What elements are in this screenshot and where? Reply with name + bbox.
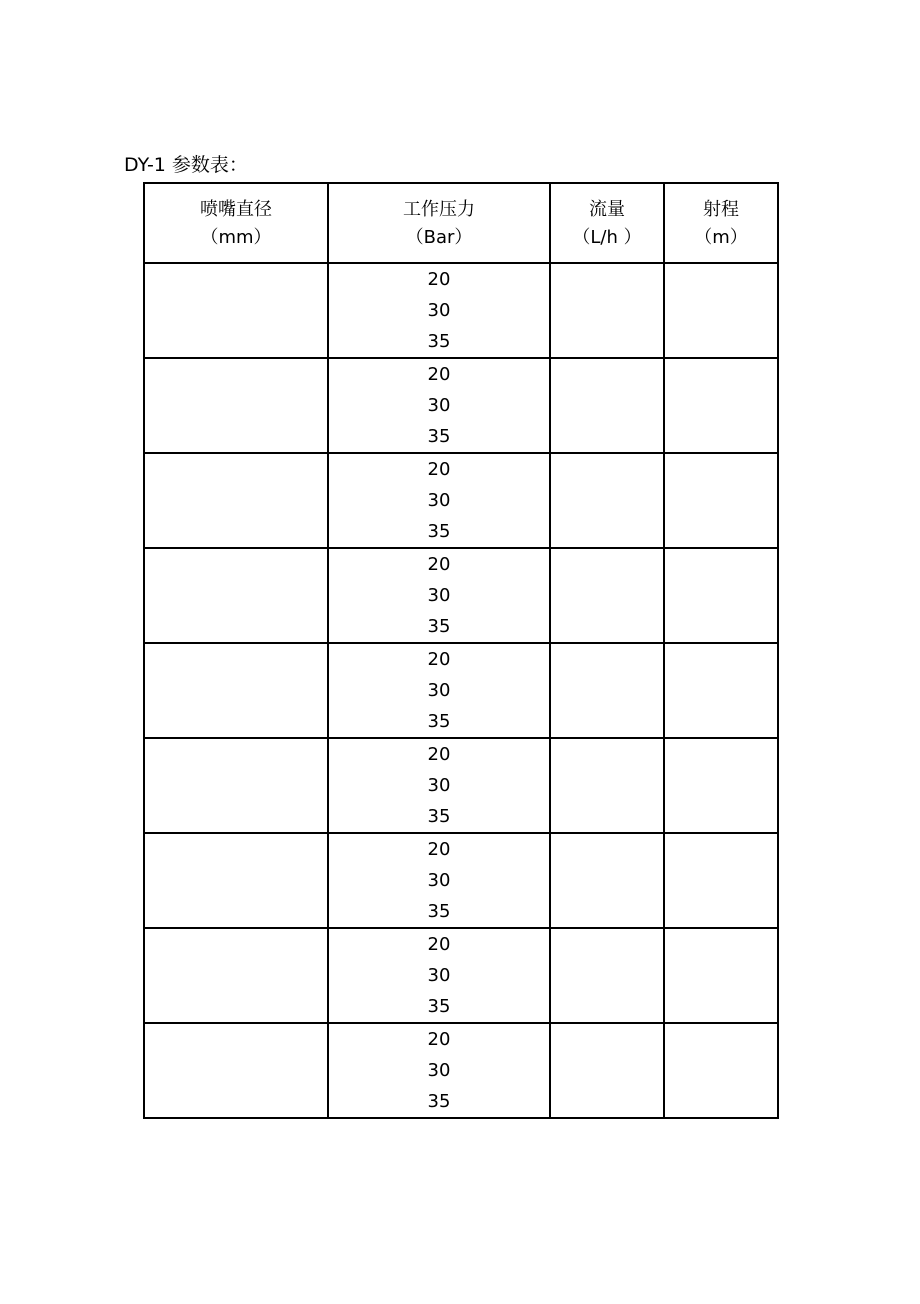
parameter-table	[143, 182, 779, 1119]
pressure-value: 30	[427, 775, 451, 796]
pressure-value: 35	[427, 901, 451, 922]
pressure-cell	[328, 453, 550, 548]
header-row	[144, 183, 778, 263]
header-name: 射程	[703, 199, 739, 220]
range-cell	[664, 738, 778, 833]
table-row	[144, 1023, 778, 1118]
flow-cell	[550, 263, 664, 358]
range-cell	[664, 358, 778, 453]
header-range	[664, 183, 778, 263]
pressure-value: 30	[427, 680, 451, 701]
range-cell	[664, 833, 778, 928]
table-row	[144, 833, 778, 928]
range-cell	[664, 1023, 778, 1118]
header-nozzle-diameter	[144, 183, 328, 263]
pressure-value: 30	[427, 870, 451, 891]
pressure-cell	[328, 833, 550, 928]
pressure-value: 30	[427, 490, 451, 511]
header-working-pressure	[328, 183, 550, 263]
diameter-cell	[144, 833, 328, 928]
flow-cell	[550, 833, 664, 928]
header-name: 工作压力	[403, 199, 475, 220]
diameter-cell	[144, 453, 328, 548]
pressure-cell	[328, 548, 550, 643]
diameter-cell	[144, 548, 328, 643]
pressure-value: 30	[427, 965, 451, 986]
pressure-value: 35	[427, 806, 451, 827]
flow-cell	[550, 548, 664, 643]
pressure-cell	[328, 738, 550, 833]
table-row	[144, 548, 778, 643]
pressure-value: 20	[427, 364, 451, 385]
pressure-value: 20	[427, 839, 451, 860]
pressure-value: 30	[427, 585, 451, 606]
range-cell	[664, 453, 778, 548]
header-name: 流量	[589, 199, 625, 220]
pressure-value: 20	[427, 649, 451, 670]
table-row	[144, 738, 778, 833]
pressure-value: 35	[427, 996, 451, 1017]
pressure-cell	[328, 643, 550, 738]
diameter-cell	[144, 263, 328, 358]
header-unit: （L/h ）	[572, 227, 642, 248]
pressure-value: 30	[427, 395, 451, 416]
pressure-value: 20	[427, 744, 451, 765]
flow-cell	[550, 358, 664, 453]
pressure-value: 35	[427, 426, 451, 447]
table-row	[144, 453, 778, 548]
pressure-cell	[328, 358, 550, 453]
header-unit: （Bar）	[405, 227, 473, 248]
range-cell	[664, 548, 778, 643]
pressure-value: 20	[427, 269, 451, 290]
pressure-value: 30	[427, 1060, 451, 1081]
table-body	[144, 263, 778, 1118]
diameter-cell	[144, 358, 328, 453]
pressure-cell	[328, 1023, 550, 1118]
pressure-cell	[328, 928, 550, 1023]
diameter-cell	[144, 928, 328, 1023]
diameter-cell	[144, 1023, 328, 1118]
document-title: DY-1 参数表：	[124, 154, 248, 176]
pressure-value: 30	[427, 300, 451, 321]
diameter-cell	[144, 643, 328, 738]
header-unit: （m）	[694, 227, 748, 248]
header-flow	[550, 183, 664, 263]
pressure-value: 20	[427, 934, 451, 955]
pressure-value: 35	[427, 616, 451, 637]
pressure-cell	[328, 263, 550, 358]
table-row	[144, 643, 778, 738]
flow-cell	[550, 1023, 664, 1118]
range-cell	[664, 643, 778, 738]
pressure-value: 35	[427, 1091, 451, 1112]
range-cell	[664, 928, 778, 1023]
header-unit: （mm）	[200, 227, 272, 248]
table-row	[144, 263, 778, 358]
pressure-value: 35	[427, 711, 451, 732]
pressure-value: 35	[427, 331, 451, 352]
pressure-value: 20	[427, 554, 451, 575]
diameter-cell	[144, 738, 328, 833]
flow-cell	[550, 643, 664, 738]
range-cell	[664, 263, 778, 358]
flow-cell	[550, 738, 664, 833]
pressure-value: 20	[427, 1029, 451, 1050]
table-row	[144, 928, 778, 1023]
pressure-value: 20	[427, 459, 451, 480]
flow-cell	[550, 453, 664, 548]
header-name: 喷嘴直径	[200, 199, 272, 220]
flow-cell	[550, 928, 664, 1023]
pressure-value: 35	[427, 521, 451, 542]
table-row	[144, 358, 778, 453]
